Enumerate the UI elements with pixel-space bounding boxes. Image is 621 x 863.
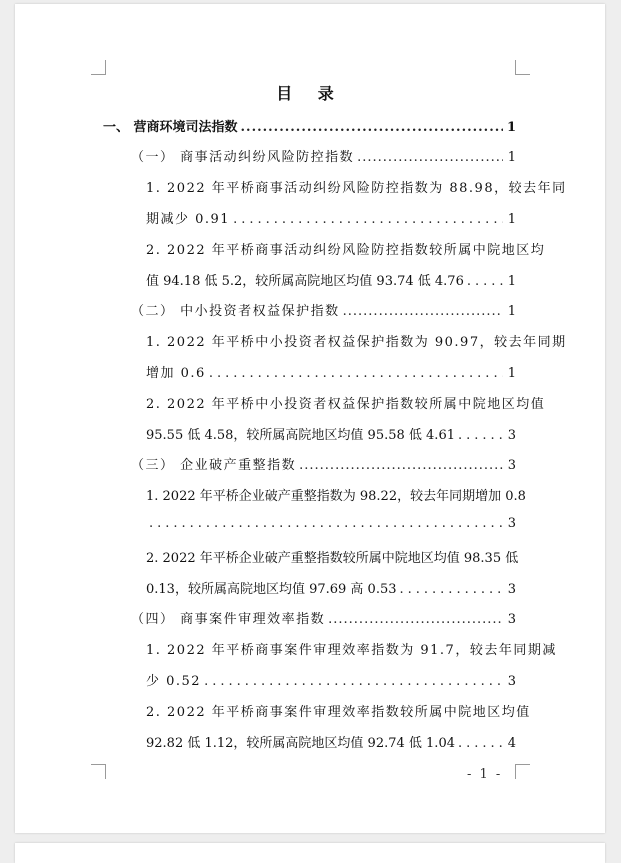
toc-entry-text: （一） 商事活动纠纷风险防控指数: [131, 150, 355, 165]
toc-entry-text: 92.82 低 1.12，较所属高院地区均值 92.74 低 1.04: [146, 736, 455, 751]
dot-leader: [467, 274, 503, 289]
toc-entry-line2[interactable]: [146, 516, 516, 531]
dot-leader: [209, 366, 503, 381]
dot-leader: [204, 674, 503, 689]
toc-page-number: 1: [507, 212, 516, 227]
toc-entry-line1[interactable]: [146, 239, 546, 258]
toc-entry-line2[interactable]: [146, 362, 516, 381]
dot-leader: [458, 736, 503, 751]
toc-entry-text: 1. 2022 年平桥商事活动纠纷风险防控指数为 88.98，较去年同: [146, 181, 567, 196]
toc-page-number: 1: [507, 150, 516, 165]
crop-mark-bottom-right: [515, 764, 530, 779]
toc-entry-line2[interactable]: [146, 270, 516, 289]
toc-page-number: 3: [507, 582, 516, 597]
toc-page-number: 3: [507, 674, 516, 689]
toc-entry[interactable]: [131, 146, 516, 165]
toc-entry-line2[interactable]: [146, 208, 516, 227]
dot-leader: [233, 212, 503, 227]
toc-entry-line2[interactable]: [146, 578, 516, 597]
crop-mark-top-left: [91, 60, 106, 75]
document-page: [15, 4, 605, 833]
toc-page-number: 3: [507, 612, 516, 627]
toc-entry-line1[interactable]: [146, 639, 557, 658]
toc-entry[interactable]: [131, 300, 516, 319]
toc-entry-text: 2. 2022 年平桥商事活动纠纷风险防控指数较所属中院地区均: [146, 243, 546, 258]
toc-entry-text: 1. 2022 年平桥中小投资者权益保护指数为 90.97，较去年同期: [146, 335, 567, 350]
toc-entry-line1[interactable]: [146, 547, 519, 566]
toc-entry[interactable]: [103, 116, 516, 135]
toc-page-number: 1: [507, 304, 516, 319]
toc-entry-text: 1. 2022 年平桥企业破产重整指数为 98.22，较去年同期增加 0.8: [146, 489, 526, 504]
dot-leader: [400, 582, 503, 597]
toc-title: 目 录: [276, 84, 344, 103]
toc-entry-text: 95.55 低 4.58，较所属高院地区均值 95.58 低 4.61: [146, 428, 455, 443]
toc-entry-text: 2. 2022 年平桥企业破产重整指数较所属中院地区均值 98.35 低: [146, 551, 519, 566]
toc-page-number: 3: [507, 428, 516, 443]
toc-entry-text: 一、 营商环境司法指数: [103, 120, 238, 135]
toc-entry-line2[interactable]: [146, 424, 516, 443]
toc-entry-line1[interactable]: [146, 177, 567, 196]
crop-mark-top-right: [515, 60, 530, 75]
toc-entry-line1[interactable]: [146, 393, 546, 412]
dot-leader: [149, 516, 503, 531]
toc-entry-line2[interactable]: [146, 732, 516, 751]
dot-leader: [241, 120, 503, 135]
toc-page-number: 3: [507, 458, 516, 473]
toc-entry-text: 0.13，较所属高院地区均值 97.69 高 0.53: [146, 582, 397, 597]
page-number-footer: - 1 -: [467, 767, 503, 782]
toc-entry-text: （三） 企业破产重整指数: [131, 458, 297, 473]
toc-entry-text: （四） 商事案件审理效率指数: [131, 612, 326, 627]
toc-entry-line2[interactable]: [146, 670, 516, 689]
toc-page-number: 1: [507, 366, 516, 381]
toc-entry-text: 少 0.52: [146, 674, 202, 689]
toc-entry-line1[interactable]: [146, 485, 526, 504]
toc-entry[interactable]: [131, 608, 516, 627]
dot-leader: [328, 612, 503, 627]
toc-page-number: 4: [507, 736, 516, 751]
toc-entry-text: 增加 0.6: [146, 366, 206, 381]
dot-leader: [299, 458, 503, 473]
dot-leader: [357, 150, 503, 165]
toc-entry-text: 1. 2022 年平桥商事案件审理效率指数为 91.7，较去年同期减: [146, 643, 557, 658]
toc-entry-text: 值 94.18 低 5.2，较所属高院地区均值 93.74 低 4.76: [146, 274, 464, 289]
toc-page-number: 1: [507, 274, 516, 289]
toc-entry-text: 2. 2022 年平桥商事案件审理效率指数较所属中院地区均值: [146, 705, 531, 720]
dot-leader: [343, 304, 503, 319]
toc-entry[interactable]: [131, 454, 516, 473]
crop-mark-bottom-left: [91, 764, 106, 779]
dot-leader: [458, 428, 503, 443]
toc-entry-line1[interactable]: [146, 701, 531, 720]
toc-entry-line1[interactable]: [146, 331, 567, 350]
toc-entry-text: 期减少 0.91: [146, 212, 231, 227]
toc-entry-text: （二） 中小投资者权益保护指数: [131, 304, 340, 319]
toc-entry-text: 2. 2022 年平桥中小投资者权益保护指数较所属中院地区均值: [146, 397, 546, 412]
toc-page-number: 3: [507, 516, 516, 531]
next-page-edge: [15, 843, 605, 863]
toc-page-number: 1: [506, 120, 516, 135]
